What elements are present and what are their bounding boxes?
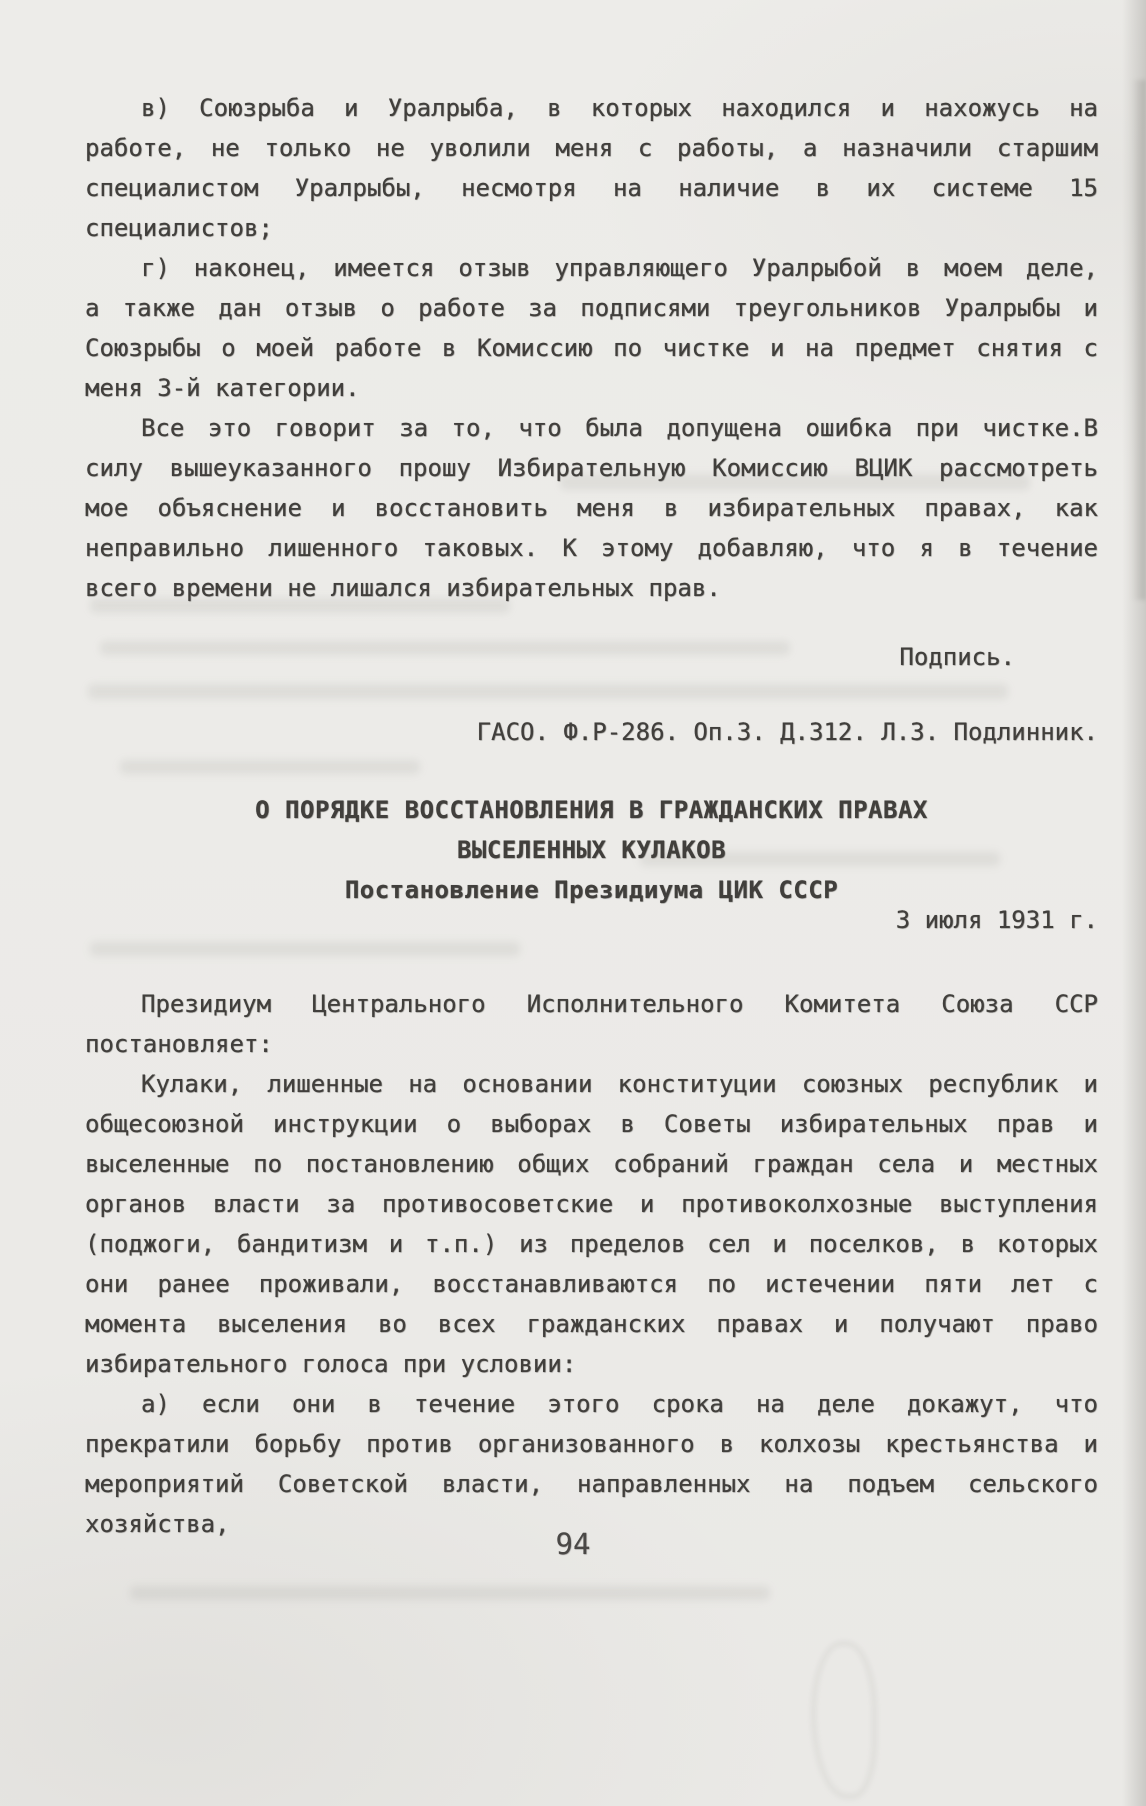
petition-text [85, 88, 1098, 608]
bleedthrough-artifact [120, 760, 420, 774]
archive-reference: ГАСО. Ф.Р-286. Оп.3. Д.312. Л.3. Подлинник. [476, 718, 1098, 746]
petition-line: мое объяснение и восстановить меня в избирательных правах, как [85, 494, 1098, 522]
petition-line: в) Союзрыба и Уралрыба, в которых находился и нахожусь на [141, 94, 1098, 122]
decree-body-line: Кулаки, лишенные на основании конституции союзных республик и [141, 1070, 1098, 1098]
decree-body-line: (поджоги, бандитизм и т.п.) из пределов сел и поселков, в которых [85, 1230, 1098, 1258]
petition-line: неправильно лишенного таковых. К этому добавляю, что я в течение [85, 534, 1098, 562]
page-number: 94 [555, 1527, 591, 1561]
bleedthrough-artifact [88, 684, 1008, 699]
petition-line: работе, не только не уволили меня с работы, а назначили старшим [85, 134, 1098, 162]
decree-body-line: хозяйства, [85, 1510, 230, 1538]
bleedthrough-artifact [90, 942, 520, 956]
petition-line: меня 3-й категории. [85, 374, 360, 402]
petition-line: специалистом Уралрыбы, несмотря на наличие в их системе 15 [85, 174, 1098, 202]
petition-line: силу вышеуказанного прошу Избирательную Комиссию ВЦИК рассмотреть [85, 454, 1098, 482]
petition-line: а также дан отзыв о работе за подписями треугольников Уралрыбы и [85, 294, 1098, 322]
decree-body-line: мероприятий Советской власти, направленных на подъем сельского [85, 1470, 1098, 1498]
decree-body-line: Президиум Центрального Исполнительного Комитета Союза ССР [141, 990, 1098, 1018]
decree-body-line: общесоюзной инструкции о выборах в Советы избирательных прав и [85, 1110, 1098, 1138]
petition-line: Все это говорит за то, что была допущена ошибка при чистке.В [141, 414, 1098, 442]
decree-body-line: момента выселения во всех гражданских правах и получают право [85, 1310, 1098, 1338]
decree-title-line: О ПОРЯДКЕ ВОССТАНОВЛЕНИЯ В ГРАЖДАНСКИХ ПРАВАХ [255, 796, 928, 824]
signature-line: Подпись. [899, 643, 1015, 671]
petition-line: всего времени не лишался избирательных прав. [85, 574, 721, 602]
petition-line: г) наконец, имеется отзыв управляющего Уралрыбой в моем деле, [141, 254, 1098, 282]
page-edge-shadow [1132, 80, 1146, 600]
decree-date: 3 июля 1931 г. [895, 906, 1098, 934]
decree-body-line: они ранее проживали, восстанавливаются по истечении пяти лет с [85, 1270, 1098, 1298]
decree-body [85, 984, 1098, 1544]
decree-body-line: а) если они в течение этого срока на деле докажут, что [141, 1390, 1098, 1418]
decree-body-line: прекратили борьбу против организованного в колхозы крестьянства и [85, 1430, 1098, 1458]
decree-title-line: ВЫСЕЛЕННЫХ КУЛАКОВ [456, 836, 727, 864]
bleedthrough-artifact [812, 1642, 876, 1798]
decree-title [85, 790, 1098, 910]
decree-title-line: Постановление Президиума ЦИК СССР [344, 876, 839, 904]
bleedthrough-artifact [130, 1586, 770, 1600]
decree-body-line: органов власти за противосоветские и противоколхозные выступления [85, 1190, 1098, 1218]
petition-line: специалистов; [85, 214, 273, 242]
decree-body-line: постановляет: [85, 1030, 273, 1058]
petition-line: Союзрыбы о моей работе в Комиссию по чистке и на предмет снятия с [85, 334, 1098, 362]
decree-body-line: выселенные по постановлению общих собраний граждан села и местных [85, 1150, 1098, 1178]
decree-body-line: избирательного голоса при условии: [85, 1350, 577, 1378]
